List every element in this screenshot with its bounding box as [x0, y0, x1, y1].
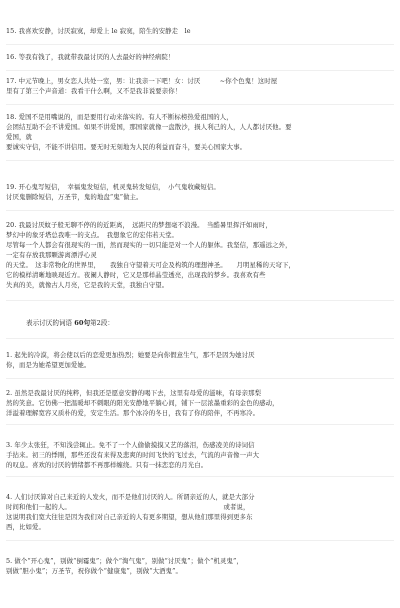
paragraph-16	[6, 52, 394, 62]
paragraph-line: 它的模样清晰地映现近方。夜阑人静时，它又是那样晶莹透亮，出现我的梦乡。我喜欢有些	[6, 271, 266, 279]
divider	[6, 338, 394, 339]
paragraph-line: 18. 爱国不是用嘴说的，而是要用行动来落实的。有人不断标榜热爱祖国的人，	[6, 113, 233, 121]
paragraph-b2	[6, 388, 394, 418]
paragraph-line: 梦幻中的象牙塔总我唯一的支点。 我想象它的宏伟若天堂。	[6, 231, 179, 239]
divider	[6, 424, 394, 425]
paragraph-line: 别做“胆小鬼”；万圣节，祝你做个“健康鬼”，别做“大酒鬼”。	[6, 567, 182, 575]
paragraph-line: 4. 人们讨厌算对自己来近的人发火，而不是他们讨厌的人。所谓亲近的人，就是大部分	[6, 493, 255, 501]
paragraph-line: 尽管每一个人都会有很现实的一面，然而现实的一切只能是对一个人的躯体。我坚信，那遥远之外，	[6, 241, 292, 249]
paragraph-line: 3. 年少太张狂，不知浅尝辄止。免不了一个人偷偷摸摸又艺的落泪，伤感凌美的诗词信	[6, 441, 255, 449]
paragraph-line: 19. 开心鬼写短信， 幸福鬼发短信，机灵鬼转发短信， 小气鬼收藏短信。	[6, 183, 220, 191]
paragraph-line: 手拈来。初三的悸刚，那些还没有来得及悲爽的时间飞快的飞过去，气流的声音像一声大	[6, 451, 260, 459]
paragraph-line: 然的笑意。它仿佛一把温暖却不刺眼的阳光安静地平躺心间，铺下一层浓墨重彩的金色的感动，	[6, 399, 279, 407]
paragraph-b5	[6, 556, 394, 576]
paragraph-19	[6, 182, 394, 202]
paragraph-line: 时间和他们一起的人。 或者说，	[6, 503, 250, 511]
paragraph-line: 的天堂。 这非常物化的世界里， 我独自守望着天可企及构筑的理想神圣。 月明星稀的天穹下，	[6, 261, 295, 269]
paragraph-line: 讨厌鬼删除短信，万圣节，鬼的地盘“鬼”做主。	[6, 193, 143, 201]
paragraph-line: 5. 做个“开心鬼”，别做“倒霉鬼”；做个“淘气鬼”，别做“讨厌鬼”；做个“机灵鬼”，	[6, 557, 243, 565]
paragraph-line: 洋溢着理解宽容又质朴的爱，安定生活。那个冰冷的冬日，我有了你的陪伴，不再寒冷。	[6, 409, 260, 417]
divider	[6, 160, 394, 161]
paragraph-line: 20. 我最讨厌蚊子般无聊不停的的近距离， 远距尺的梦想毫不浪漫。 当酷暑里挥汗如雨时，	[6, 221, 272, 229]
paragraph-line: 2. 虽然是我最讨厌的纯粹，但我还是愿意安静的喝下去，这里有母爱的滋味，有母亲那梨	[6, 389, 262, 397]
section-heading-number: 60句	[74, 319, 91, 327]
divider	[6, 44, 394, 45]
paragraph-15	[6, 26, 394, 36]
paragraph-line: 16. 等我有钱了，我就带我最讨厌的人去最好的神经病院！	[6, 53, 175, 61]
section-heading	[26, 318, 114, 328]
paragraph-line: 这说明我们宽大往往是因为我们对自己亲近的人有更多期望，想从他们那里得到更多东	[6, 513, 253, 521]
paragraph-line: 的叹息。喜欢的讨厌的情绪都不再那样缠绕。只有一抹恋恋的月光白。	[6, 461, 208, 469]
divider	[6, 378, 394, 379]
divider	[6, 300, 394, 301]
divider	[6, 210, 394, 211]
paragraph-line: 17. 中元节晚上，男女恋人共处一室，男：让我亲一下吧！女：讨厌 ~你个色鬼！这时屋	[6, 77, 278, 85]
divider	[6, 540, 394, 541]
paragraph-line: 失真的美，就像古人月亮，它是我的天堂，我独自守望。	[6, 281, 169, 289]
divider	[6, 476, 394, 477]
section-heading-suffix: 第2段：	[90, 319, 115, 327]
paragraph-line: 你，而是为她希望更加爱她。	[6, 361, 91, 369]
paragraph-line: 里有了第三个声音道：我看干什么啊，又不是我非说要亲你！	[6, 87, 182, 95]
paragraph-line: 要诚实守信，不能不讲信用。要无时无刻地为人民的利益而奋斗，要关心国家大事。	[6, 143, 247, 151]
divider	[6, 70, 394, 71]
paragraph-line: 爱国，就	[6, 133, 32, 141]
paragraph-line: 1. 起先的冷漠，将会使以后的恋爱更加热烈；她要是向你假意生气，那不是因为她讨厌	[6, 351, 255, 359]
paragraph-line: 15. 我喜欢安静，讨厌寂寞，却爱上 le 寂寞，陪生的安静走 le	[6, 27, 191, 35]
paragraph-line: 西，比如爱。	[6, 523, 45, 531]
section-heading-prefix: 表示讨厌的词语	[26, 319, 73, 327]
paragraph-line: 一定有存放我那颗游离漂浮心灵	[6, 251, 97, 259]
divider	[6, 104, 394, 105]
paragraph-17	[6, 76, 394, 96]
paragraph-b3	[6, 440, 394, 470]
paragraph-line: 会团结互助不会不讲爱国。如果不讲爱国，那国家就像一盘散沙，损人利己的人，人人都讨厌他。要	[6, 123, 292, 131]
paragraph-b4	[6, 492, 394, 532]
paragraph-b1	[6, 350, 394, 370]
paragraph-20	[6, 220, 394, 290]
paragraph-18	[6, 112, 394, 152]
